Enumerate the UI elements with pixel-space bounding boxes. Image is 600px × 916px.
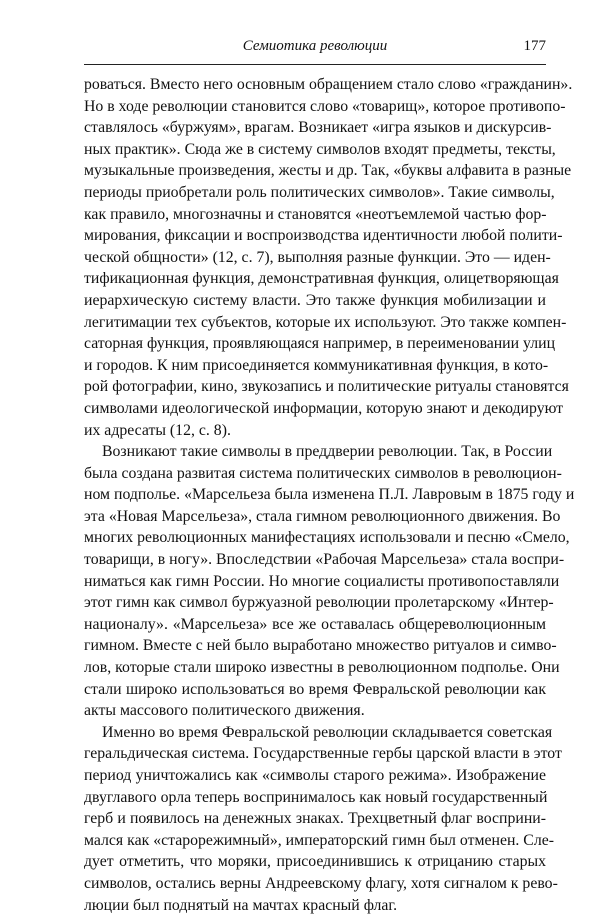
- running-header: [84, 36, 546, 58]
- text-line: гимном. Вместе с ней было выработано множество ритуалов и симво-: [84, 637, 557, 655]
- text-line: иерархическую систему власти. Это также функция мобилизации и: [84, 291, 546, 309]
- running-title: Семиотика революции: [242, 38, 388, 54]
- text-line: Возникают такие символы в преддверии революции. Так, в России: [102, 443, 553, 461]
- text-line: тификационная функция, демонстративная функция, олицетворяющая: [84, 270, 559, 288]
- text-line: ном подполье. «Марсельеза была изменена П.Л. Лавровым в 1875 году и: [84, 486, 575, 504]
- text-line: люции был поднятый на мачтах красный флаг.: [84, 896, 398, 914]
- text-line: музыкальные произведения, жесты и др. Так, «буквы алфавита в разные: [84, 162, 572, 180]
- text-line: двуглавого орла теперь воспринималось как новый государственный: [84, 788, 548, 806]
- text-line: лов, которые стали широко известны в революционном подполье. Они: [84, 659, 560, 677]
- text-line: многих революционных манифестациях использовали и песню «Смело,: [84, 529, 570, 547]
- paragraph-3: [84, 722, 562, 916]
- text-line: товарищи, в ногу». Впоследствии «Рабочая Марсельеза» стала воспри-: [84, 551, 565, 569]
- text-line: периоды приобретали роль политических символов». Такие символы,: [84, 183, 555, 201]
- text-line: мался как «старорежимный», императорский гимн был отменен. Сле-: [84, 831, 555, 849]
- text-line: легитимации тех субъектов, которые их используют. Это также компен-: [84, 313, 567, 331]
- page-number: 177: [523, 38, 546, 54]
- paragraph-2: [84, 441, 575, 722]
- text-line: символами идеологической информации, которую знают и декодируют: [84, 399, 564, 417]
- text-line: Именно во время Февральской революции складывается советская: [102, 723, 553, 741]
- text-line: символов, остались верны Андреевскому флагу, хотя сигналом к рево-: [84, 874, 558, 892]
- text-line: была создана развитая система политических символов в революцион-: [84, 464, 562, 482]
- text-line: мирования, фиксации и воспроизводства идентичности любой полити-: [84, 227, 563, 245]
- text-line: националу». «Марсельеза» все же оставалась общереволюционным: [84, 615, 546, 633]
- body-text: [84, 74, 575, 916]
- text-line: Но в ходе революции становится слово «товарищ», которое противопо-: [84, 97, 566, 115]
- text-line: ниматься как гимн России. Но многие социалисты противопоставляли: [84, 572, 560, 590]
- text-line: эта «Новая Марсельеза», стала гимном революционного движения. Во: [84, 507, 561, 525]
- text-line: геральдическая система. Государственные гербы царской власти в этот: [84, 745, 562, 763]
- text-line: и городов. К ним присоединяется коммуникативная функция, в кото-: [84, 356, 549, 374]
- text-line: дует отметить, что моряки, присоединившись к отрицанию старых: [84, 853, 546, 871]
- text-line: период уничтожались как «символы старого режима». Изображение: [84, 767, 546, 784]
- paragraph-1: [84, 74, 573, 441]
- text-line: акты массового политического движения.: [84, 702, 365, 720]
- header-rule: [84, 64, 546, 65]
- text-line: стали широко использоваться во время Февральской революции как: [84, 680, 546, 698]
- text-line: герб и появилось на денежных знаках. Трехцветный флаг восприни-: [84, 810, 546, 828]
- text-line: роваться. Вместо него основным обращением стало слово «гражданин».: [84, 76, 573, 93]
- text-line: этот гимн как символ буржуазной революции пролетарскому «Интер-: [84, 594, 554, 612]
- text-line: саторная функция, проявляющаяся например, в переименовании улиц: [84, 335, 556, 353]
- text-line: их адресаты (12, с. 8).: [84, 421, 231, 439]
- text-line: ческой общности» (12, с. 7), выполняя разные функции. Это — иден-: [84, 248, 551, 266]
- text-line: ных практик». Сюда же в систему символов входят предметы, тексты,: [84, 140, 556, 158]
- text-line: ставлялось «буржуям», врагам. Возникает «игра языков и дискурсив-: [84, 119, 552, 137]
- text-line: рой фотографии, кино, звукозапись и политические ритуалы становятся: [84, 378, 569, 396]
- text-line: как правило, многозначны и становятся «неотъемлемой частью фор-: [84, 205, 547, 223]
